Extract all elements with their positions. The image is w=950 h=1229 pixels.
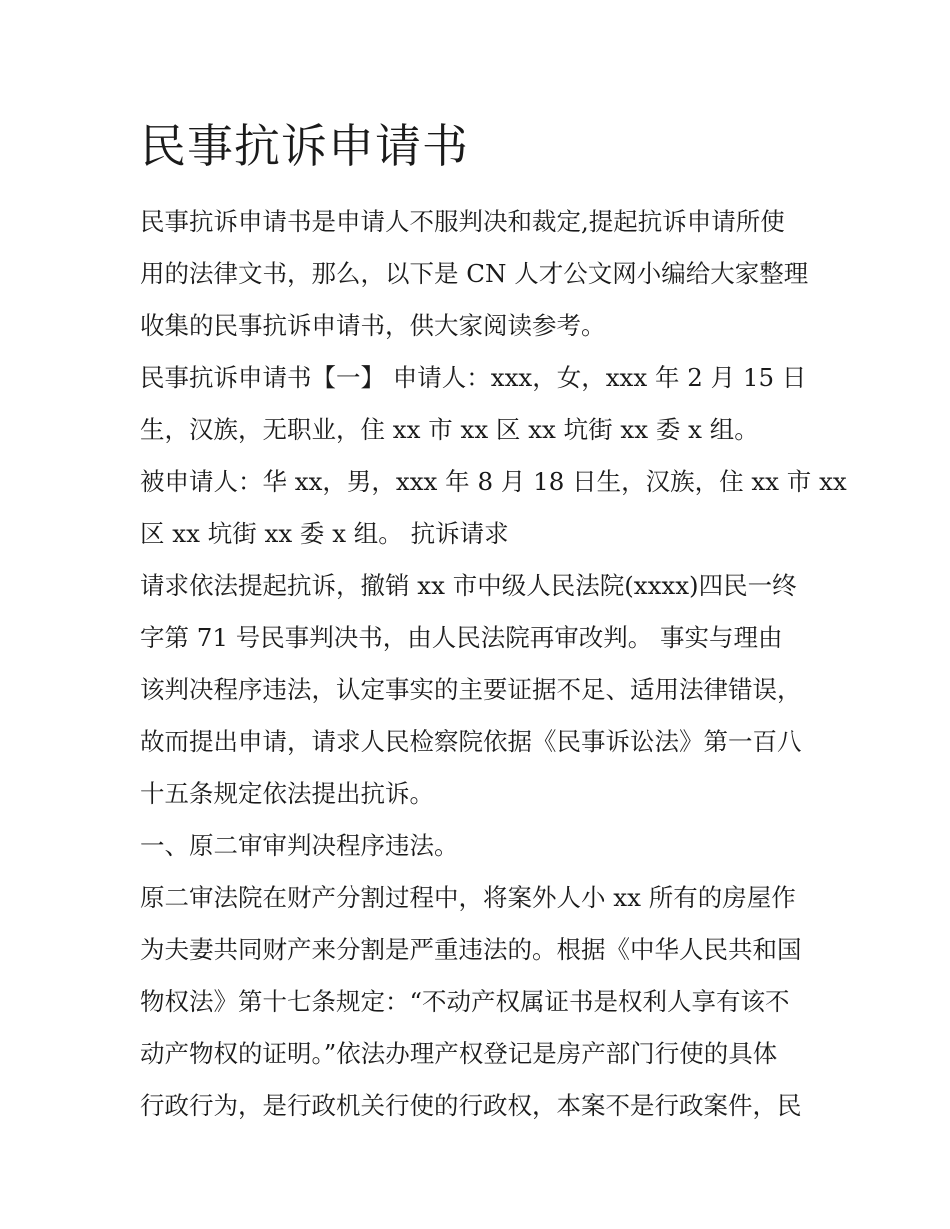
- body-line: 为夫妻共同财产来分割是严重违法的。根据《中华人民共和国: [140, 935, 802, 964]
- body-line: 行政行为，是行政机关行使的行政权，本案不是行政案件，民: [140, 1091, 802, 1120]
- body-line: 用的法律文书，那么，以下是 CN 人才公文网小编给大家整理: [140, 259, 809, 288]
- body-line: 请求依法提起抗诉，撤销 xx 市中级人民法院(xxxx)四民一终: [140, 571, 797, 600]
- body-line: 物权法》第十七条规定：“不动产权属证书是权利人享有该不: [140, 987, 790, 1016]
- section-heading: 一、原二审审判决程序违法。: [140, 831, 459, 860]
- body-line: 民事抗诉申请书【一】 申请人：xxx，女，xxx 年 2 月 15 日: [140, 363, 807, 392]
- body-line: 该判决程序违法，认定事实的主要证据不足、适用法律错误，: [140, 675, 802, 704]
- document-body: [140, 196, 847, 1132]
- body-line: 动产物权的证明。”依法办理产权登记是房产部门行使的具体: [140, 1039, 778, 1068]
- body-line: 收集的民事抗诉申请书，供大家阅读参考。: [140, 311, 606, 340]
- body-line: 生，汉族，无职业，住 xx 市 xx 区 xx 坑街 xx 委 x 组。: [140, 415, 759, 444]
- body-line: 十五条规定依法提出抗诉。: [140, 779, 434, 808]
- body-line: 区 xx 坑街 xx 委 x 组。 抗诉请求: [140, 519, 509, 548]
- document-title: 民事抗诉申请书: [140, 119, 469, 173]
- body-line: 字第 71 号民事判决书，由人民法院再审改判。 事实与理由: [140, 623, 783, 652]
- body-line: 民事抗诉申请书是申请人不服判决和裁定,提起抗诉申请所使: [140, 207, 785, 236]
- body-line: 被申请人：华 xx，男，xxx 年 8 月 18 日生，汉族，住 xx 市 xx: [140, 467, 847, 496]
- body-line: 故而提出申请，请求人民检察院依据《民事诉讼法》第一百八: [140, 727, 802, 756]
- body-line: 原二审法院在财产分割过程中，将案外人小 xx 所有的房屋作: [140, 883, 796, 912]
